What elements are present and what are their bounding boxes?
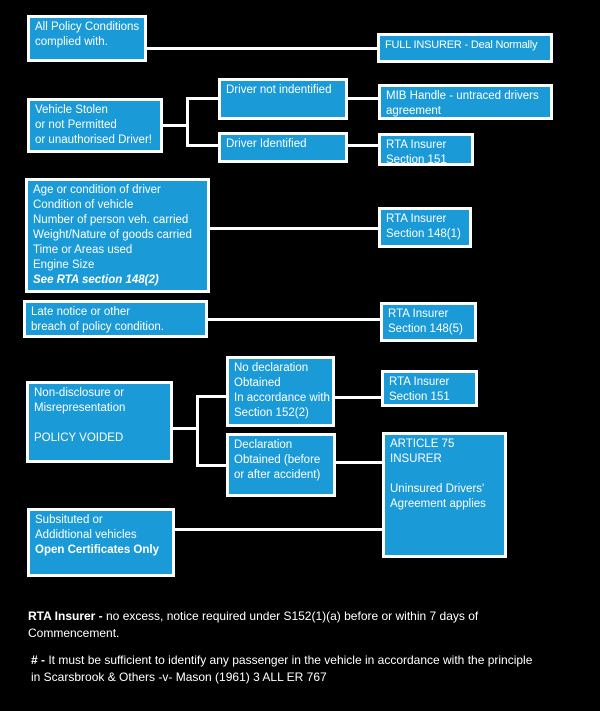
connector-driver-not-identified-to-mib	[348, 97, 378, 100]
box-line: Time or Areas used	[33, 244, 133, 256]
box-article-75-insurer	[382, 432, 507, 558]
box-line: Age or condition of driver	[33, 184, 161, 196]
box-rta-insurer-section-151-top	[378, 133, 474, 166]
box-line: Agreement applies	[390, 498, 486, 510]
connector-to-declaration-obtained	[199, 464, 226, 467]
box-line: agreement	[386, 105, 441, 117]
box-line: Uninsured Drivers'	[390, 483, 485, 495]
box-line: Section 152(2)	[234, 407, 309, 419]
footnote-rta-insurer	[28, 608, 568, 642]
box-line: Non-disclosure or	[34, 387, 125, 399]
box-mib-handle	[378, 84, 553, 120]
connector-substituted-to-article-75	[175, 528, 382, 531]
box-line: Obtained (before	[234, 454, 321, 466]
box-vehicle-stolen	[27, 98, 163, 153]
box-line: Section 151	[386, 154, 447, 166]
box-line: breach of policy condition.	[31, 321, 164, 333]
box-driver-identified	[218, 132, 348, 163]
box-no-declaration	[226, 356, 335, 427]
box-line: All Policy Conditions	[35, 21, 140, 33]
box-line: Addidtional vehicles	[35, 529, 137, 541]
box-substituted-vehicles	[27, 508, 175, 577]
footnote-text: no excess, notice required under S152(1)(a) before or within 7 days of	[102, 609, 479, 623]
connector-vehicle-stolen-branch	[186, 97, 189, 147]
connector-to-driver-identified	[189, 144, 218, 147]
box-line: Section 148(5)	[388, 323, 463, 335]
footnote-line2: Commencement.	[28, 626, 120, 640]
box-rta-insurer-section-151-bottom	[381, 370, 478, 407]
box-line: complied with.	[35, 36, 108, 48]
box-line: or unauthorised Driver!	[35, 134, 152, 146]
box-line: In accordance with	[234, 392, 330, 404]
box-line: RTA Insurer	[388, 308, 449, 320]
footnote-lead: RTA Insurer -	[28, 609, 103, 623]
footnote-text: It must be sufficient to identify any passenger in the vehicle in accordance with the principle	[45, 653, 533, 667]
box-line: Weight/Nature of goods carried	[33, 229, 192, 241]
box-all-policy-conditions	[27, 15, 147, 62]
connector-declaration-to-article-75	[336, 461, 382, 464]
connector-to-driver-not-identified	[189, 97, 218, 100]
box-line: Driver not indentified	[226, 84, 332, 96]
box-line: Open Certificates Only	[35, 544, 159, 556]
box-age-or-condition	[25, 178, 210, 293]
box-line: INSURER	[390, 453, 442, 465]
box-line: Misrepresentation	[34, 402, 126, 414]
connector-age-to-rta-148-1	[210, 227, 378, 230]
box-driver-not-identified	[218, 78, 348, 120]
connector-to-no-declaration	[199, 395, 226, 398]
box-line: Section 148(1)	[386, 228, 461, 240]
connector-non-disclosure-branch	[196, 395, 199, 467]
box-line: Obtained	[234, 377, 281, 389]
box-line: or after accident)	[234, 469, 321, 481]
box-line: ARTICLE 75	[390, 438, 455, 450]
box-line: Engine Size	[33, 259, 95, 271]
footnote-lead: # -	[31, 653, 46, 667]
box-line: MIB Handle - untraced drivers	[386, 90, 539, 102]
box-line: Subsituted or	[35, 514, 103, 526]
connector-policy-to-full-insurer	[147, 47, 377, 50]
box-full-insurer	[377, 33, 553, 63]
box-line: POLICY VOIDED	[34, 432, 124, 444]
footnote-line2: in Scarsbrook & Others -v- Mason (1961) 3 ALL ER 767	[31, 670, 327, 684]
box-line: or not Permitted	[35, 119, 117, 131]
box-line: Driver Identified	[226, 138, 307, 150]
box-line: RTA Insurer	[386, 139, 447, 151]
box-line: Late notice or other	[31, 306, 131, 318]
box-late-notice	[23, 300, 208, 338]
box-rta-insurer-section-148-5	[380, 302, 477, 342]
connector-no-declaration-to-rta-151	[335, 396, 381, 399]
box-line: RTA Insurer	[389, 376, 450, 388]
box-line: No declaration	[234, 362, 309, 374]
footnote-passenger-principle	[31, 652, 571, 686]
box-line: Section 151	[389, 391, 450, 403]
box-line: Condition of vehicle	[33, 199, 134, 211]
box-line: FULL INSURER - Deal Normally	[385, 39, 538, 51]
box-line-blank	[390, 467, 499, 482]
box-declaration-obtained	[226, 433, 336, 497]
box-rta-insurer-section-148-1	[378, 207, 472, 248]
box-line: Number of person veh. carried	[33, 214, 189, 226]
box-line: See RTA section 148(2)	[33, 274, 159, 286]
box-line: Vehicle Stolen	[35, 104, 108, 116]
box-line-blank	[34, 416, 165, 431]
box-non-disclosure	[26, 381, 173, 463]
connector-driver-identified-to-rta-151	[348, 144, 378, 147]
box-line: RTA Insurer	[386, 213, 447, 225]
connector-late-notice-to-rta-148-5	[208, 318, 380, 321]
box-line: Declaration	[234, 439, 293, 451]
